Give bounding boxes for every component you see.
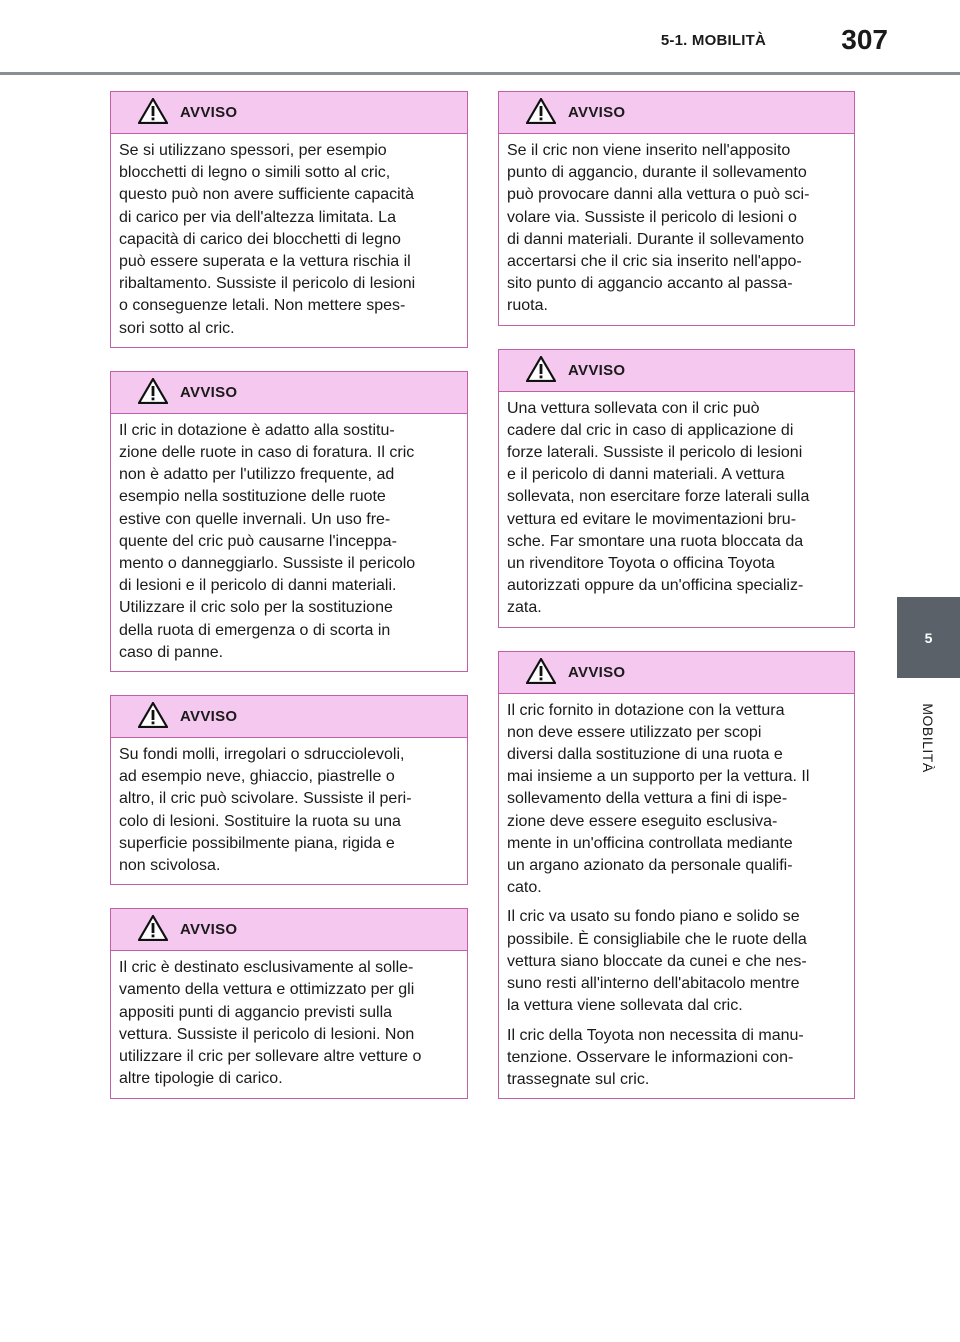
right-column (498, 91, 855, 1122)
warning-header (499, 92, 854, 134)
warning-triangle-icon (138, 98, 168, 124)
warning-paragraph: Il cric è destinato esclusivamente al solle- vamento della vettura e ottimizzato per gli appositi punti di aggancio previsti sulla vettura. Sussiste il pericolo di lesioni. Non utilizzare il cric per sollevare altre vetture o altre tipologie di carico. (119, 959, 422, 1088)
warning-triangle-icon (138, 915, 168, 941)
warning-paragraph: Se il cric non viene inserito nell'apposito punto di aggancio, durante il sollevamento può provocare danni alla vettura o può sci- volare via. Sussiste il pericolo di lesioni o di danni materiali. Durante il sollevamento accertarsi che il cric sia inserito nell'appo- sito punto di aggancio accanto al passa- ruota. (507, 142, 810, 315)
warning-body (499, 694, 854, 1098)
chapter-tab[interactable] (897, 597, 960, 678)
warning-title: AVVISO (180, 104, 238, 121)
warning-paragraph: Una vettura sollevata con il cric può cadere dal cric in caso di applicazione di forze laterali. Sussiste il pericolo di lesioni e il pericolo di danni materiali. A vettura sollevata, non esercitare forze laterali sulla vettura ed evitare le movimentazioni bru- sche. Far smontare una ruota bloccata da un rivenditore Toyota o officina Toyota autorizzati oppure da un'officina specializ- zata. (507, 399, 810, 617)
left-column (110, 91, 468, 1122)
warning-box (110, 91, 468, 348)
warning-body (111, 134, 467, 347)
warning-triangle-icon (526, 98, 556, 124)
section-title: 5-1. MOBILITÀ (660, 32, 766, 49)
warning-header (499, 652, 854, 694)
warning-box (110, 371, 468, 672)
page-number: 307 (841, 24, 888, 55)
warning-body (499, 392, 854, 627)
warning-paragraph: Se si utilizzano spessori, per esempio blocchetti di legno o simili sotto al cric, questo può non avere sufficiente capacità di carico per via dell'altezza limitata. La capacità di carico dei blocchetti di legno può essere superata e la vettura rischia il ribaltamento. Sussiste il pericolo di lesioni o conseguenze letali. Non mettere spes- sori sotto al cric. (119, 142, 416, 337)
warning-header (499, 350, 854, 392)
warning-triangle-icon (526, 658, 556, 684)
warning-paragraph: Il cric va usato su fondo piano e solido se possibile. È consigliabile che le ruote della vettura siano bloccate da cunei e che nes- suno resti all'interno dell'abitacolo mentre la vettura viene sollevata dal cric. (507, 908, 807, 1015)
warning-title: AVVISO (568, 361, 626, 379)
warning-title: AVVISO (180, 921, 238, 939)
warning-header (111, 909, 467, 951)
chapter-tab-label: MOBILITÀ (920, 703, 936, 773)
warning-box (110, 908, 468, 1098)
warning-body (111, 951, 467, 1097)
warning-box (498, 349, 855, 628)
warning-header (111, 92, 467, 134)
warning-box (110, 695, 468, 885)
warning-body (111, 738, 467, 884)
warning-paragraph: Il cric della Toyota non necessita di manu- tenzione. Osservare le informazioni con- trassegnate sul cric. (507, 1026, 804, 1088)
warning-title: AVVISO (568, 104, 626, 121)
warning-paragraph: Su fondi molli, irregolari o sdrucciolevoli, ad esempio neve, ghiaccio, piastrelle o altro, il cric può scivolare. Sussiste il peri- colo di lesioni. Sostituire la ruota su una superficie possibilmente piana, rigida e non scivolosa. (119, 746, 412, 875)
chapter-tab-number: 5 (924, 629, 933, 646)
warning-header (111, 696, 467, 738)
warning-box (498, 91, 855, 326)
warning-triangle-icon (138, 702, 168, 728)
warning-paragraph: Il cric fornito in dotazione con la vettura non deve essere utilizzato per scopi diversi dalla sostituzione di una ruota e mai insieme a un supporto per la vettura. Il sollevamento della vettura a fini di ispe- zione deve essere eseguito esclusiva- mente in un'officina controllata mediante un argano azionato da personale qualifi- cato. (507, 701, 810, 897)
warning-box (498, 651, 855, 1099)
warning-body (499, 134, 854, 325)
warning-paragraph: Il cric in dotazione è adatto alla sostitu- zione delle ruote in caso di foratura. Il cric non è adatto per l'utilizzo frequente, ad esempio nella sostituzione delle ruote estive con quelle invernali. Un uso fre- quente del cric può causarne l'inceppa- mento o danneggiarlo. Sussiste il pericolo di lesioni e il pericolo di danni materiali. Utilizzare il cric solo per la sostituzione della ruota di emergenza o di scorta in caso di panne. (119, 421, 416, 661)
warning-title: AVVISO (568, 663, 626, 681)
warning-triangle-icon (526, 356, 556, 382)
warning-body (111, 414, 467, 671)
warning-title: AVVISO (180, 708, 238, 726)
warning-header (111, 372, 467, 414)
header-divider (0, 72, 960, 75)
warning-title: AVVISO (180, 383, 238, 401)
warning-triangle-icon (138, 378, 168, 404)
